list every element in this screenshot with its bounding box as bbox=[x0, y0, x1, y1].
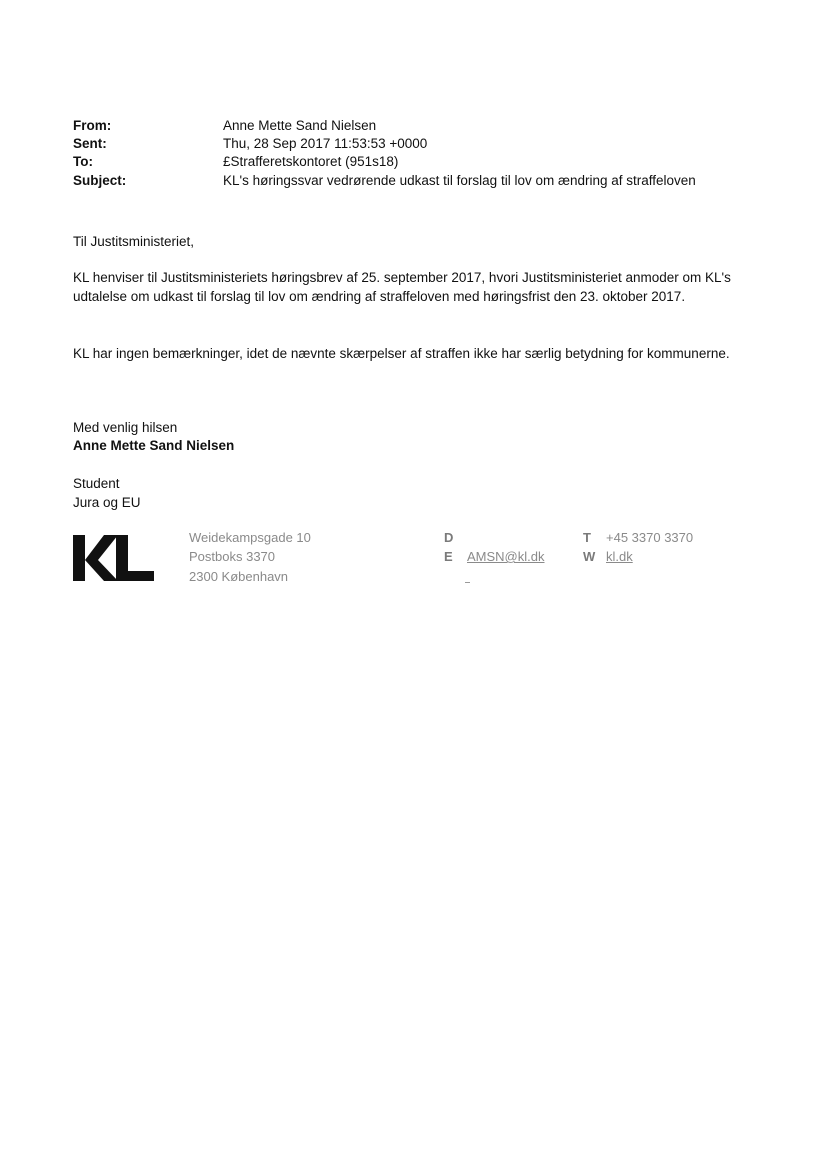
header-to-row bbox=[73, 152, 773, 171]
divider-mark bbox=[465, 582, 470, 583]
header-from-row bbox=[73, 116, 773, 135]
address-city: 2300 København bbox=[189, 569, 289, 584]
telephone-label: T bbox=[583, 530, 591, 545]
greeting: Til Justitsministeriet, bbox=[73, 234, 195, 249]
body-paragraph-1: KL henviser til Justitsministeriets høringsbrev af 25. september 2017, hvori Justitsministeriet anmoder om KL's udtalelse om udkast til forslag til lov om ændring af straffeloven med høringsfrist den 23. oktober 2017. bbox=[73, 270, 731, 304]
sent-value: Thu, 28 Sep 2017 11:53:53 +0000 bbox=[223, 136, 428, 151]
from-label: From: bbox=[73, 118, 112, 133]
closing-line: Med venlig hilsen bbox=[73, 420, 178, 435]
address-street: Weidekampsgade 10 bbox=[189, 530, 311, 545]
kl-logo bbox=[73, 533, 155, 583]
email-label: E bbox=[444, 549, 453, 564]
to-label: To: bbox=[73, 154, 93, 169]
body-paragraph-2: KL har ingen bemærkninger, idet de nævnte skærpelser af straffen ikke har særlig betydning for kommunerne. bbox=[73, 346, 730, 361]
signer-name: Anne Mette Sand Nielsen bbox=[73, 438, 235, 453]
sent-label: Sent: bbox=[73, 136, 107, 151]
subject-value: KL's høringssvar vedrørende udkast til forslag til lov om ændring af straffeloven bbox=[223, 173, 696, 188]
to-value: £Strafferetskontoret (951s18) bbox=[223, 154, 399, 169]
subject-label: Subject: bbox=[73, 173, 127, 188]
address-po-box: Postboks 3370 bbox=[189, 549, 276, 564]
email-link[interactable]: AMSN@kl.dk bbox=[467, 549, 545, 564]
header-sent-row bbox=[73, 134, 773, 153]
signer-department: Jura og EU bbox=[73, 495, 141, 510]
direct-phone-label: D bbox=[444, 530, 454, 545]
website-link[interactable]: kl.dk bbox=[606, 549, 633, 564]
website-label: W bbox=[583, 549, 596, 564]
header-subject-row bbox=[73, 171, 773, 190]
telephone-value: +45 3370 3370 bbox=[606, 530, 694, 545]
from-value: Anne Mette Sand Nielsen bbox=[223, 118, 377, 133]
signer-title: Student bbox=[73, 476, 120, 491]
